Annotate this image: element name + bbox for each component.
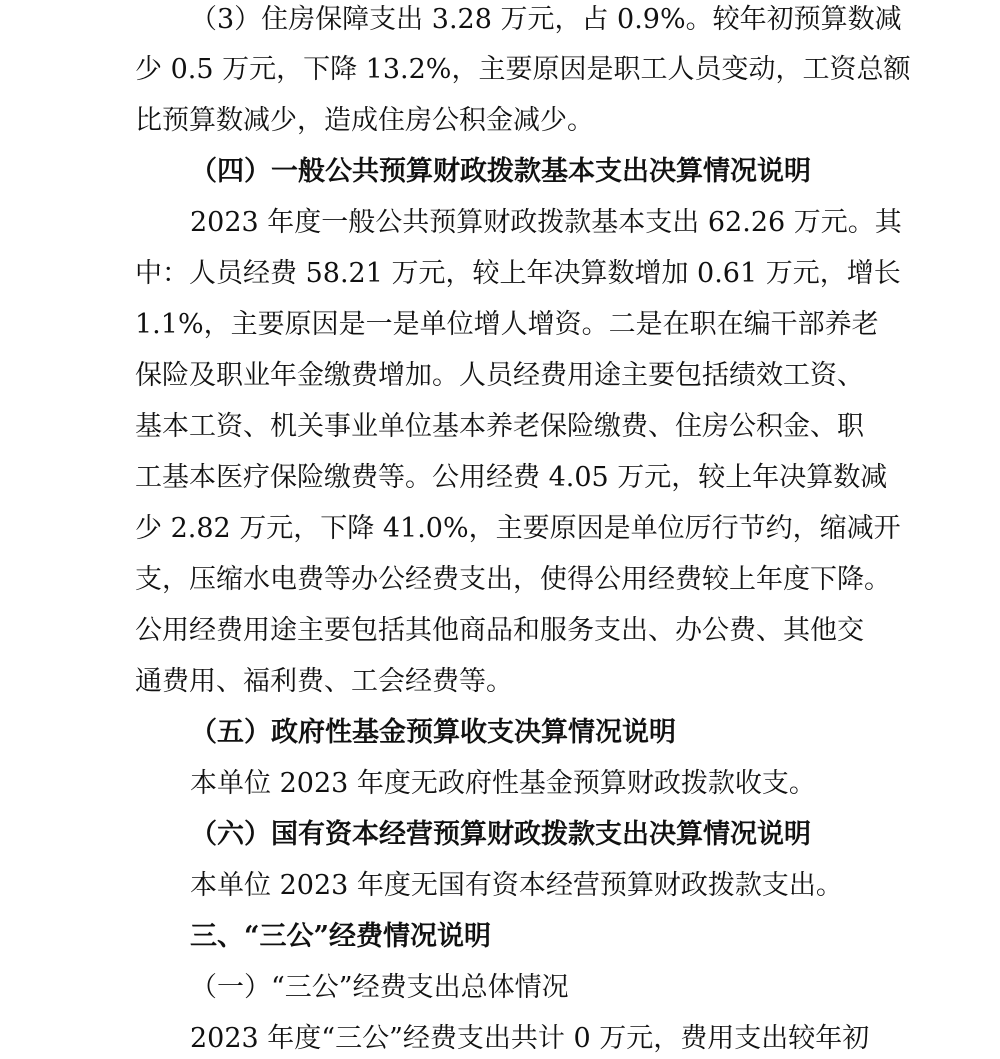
- section-heading: （五）政府性基金预算收支决算情况说明: [190, 717, 676, 748]
- paragraph-line: 支，压缩水电费等办公经费支出，使得公用经费较上年度下降。: [135, 564, 891, 595]
- section-heading: （四）一般公共预算财政拨款基本支出决算情况说明: [190, 156, 811, 187]
- paragraph-line: 1.1%，主要原因是一是单位增人增资。二是在职在编干部养老: [135, 309, 879, 340]
- paragraph-line: （3）住房保障支出 3.28 万元，占 0.9%。较年初预算数减: [190, 4, 902, 35]
- paragraph-line: 本单位 2023 年度无政府性基金预算财政拨款收支。: [190, 768, 816, 799]
- paragraph-line: 2023 年度“三公”经费支出共计 0 万元，费用支出较年初: [190, 1023, 870, 1054]
- paragraph-line: 中：人员经费 58.21 万元，较上年决算数增加 0.61 万元，增长: [135, 258, 901, 289]
- paragraph-line: 工基本医疗保险缴费等。公用经费 4.05 万元，较上年决算数减: [135, 462, 888, 493]
- paragraph-line: 少 2.82 万元，下降 41.0%，主要原因是单位厉行节约，缩减开: [135, 513, 901, 544]
- paragraph-line: 基本工资、机关事业单位基本养老保险缴费、住房公积金、职: [135, 411, 864, 442]
- paragraph-line: 2023 年度一般公共预算财政拨款基本支出 62.26 万元。其: [190, 207, 902, 238]
- paragraph-line: 少 0.5 万元，下降 13.2%，主要原因是职工人员变动，工资总额: [135, 54, 911, 85]
- paragraph-line: 公用经费用途主要包括其他商品和服务支出、办公费、其他交: [135, 615, 864, 646]
- paragraph-line: 比预算数减少，造成住房公积金减少。: [135, 105, 594, 136]
- paragraph-line: 本单位 2023 年度无国有资本经营预算财政拨款支出。: [190, 870, 843, 901]
- paragraph-line: 保险及职业年金缴费增加。人员经费用途主要包括绩效工资、: [135, 360, 864, 391]
- subsection-heading: （一）“三公”经费支出总体情况: [190, 972, 569, 1003]
- section-heading: （六）国有资本经营预算财政拨款支出决算情况说明: [190, 819, 811, 850]
- chapter-heading: 三、“三公”经费情况说明: [190, 921, 492, 952]
- paragraph-line: 通费用、福利费、工会经费等。: [135, 666, 513, 697]
